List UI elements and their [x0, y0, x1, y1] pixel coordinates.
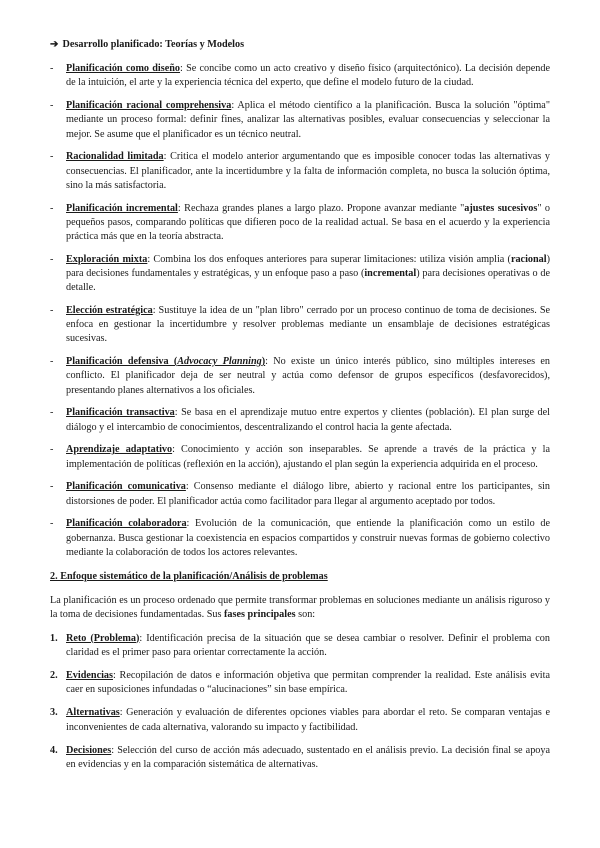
phase-number: 2. [50, 670, 58, 682]
phase-term: Evidencias [66, 670, 113, 682]
arrow-icon: ➔ [50, 39, 59, 50]
dash-bullet: - [50, 518, 54, 530]
phase-item [50, 744, 550, 772]
item-text: ) para decisiones fundamentales y estratégicas, y un enfoque paso a paso ( [66, 253, 550, 280]
item-term: Planificación racional comprehensiva [66, 100, 232, 112]
item-term: Aprendizaje adaptativo [66, 444, 173, 456]
list-item [50, 202, 550, 245]
item-text: ) para decisiones operativas o de detalle. [66, 268, 550, 294]
phase-text: : Selección del curso de acción más adecuado, sustentado en el análisis previo. La decisión final se apoya en evidencias y en la comparación sistemática de alternativas. [66, 744, 550, 771]
item-term-italic: Advocacy Planning [177, 356, 262, 368]
item-text: : Rechaza grandes planes a largo plazo. Propone avanzar mediante " [177, 202, 465, 214]
list-item [50, 480, 550, 508]
item-text: : Se concibe como un acto creativo y diseño físico (arquitectónico). La decisión depende de la intuición, el arte y la experiencia técnica del experto, que define el modelo futuro de la ciudad. [66, 63, 550, 89]
phase-text: : Generación y evaluación de diferentes opciones viables para abordar el reto. Se comparan ventajas e inconvenientes de cada alternativa, valorando su impacto y factibilidad. [66, 707, 550, 733]
dash-bullet: - [50, 202, 54, 214]
item-text: : Critica el modelo anterior argumentando que es imposible conocer todas las alternativas y consecuencias. El planificador, ante la incertidumbre y la falta de información completa, no busca la solución óptima, sino la más satisfactoria. [66, 151, 551, 191]
list-item [50, 304, 550, 347]
phase-term: Decisiones [66, 744, 112, 756]
dash-bullet: - [50, 253, 54, 265]
phase-term: Reto (Problema) [66, 632, 140, 644]
item-term-end: ) [261, 356, 266, 368]
item-text: : Consenso mediante el diálogo libre, abierto y racional entre los participantes, sin distorsiones de poder. El planificador actúa como facilitador para llegar al argumento aceptado por todos. [66, 481, 550, 507]
item-term: Planificación incremental [66, 202, 178, 214]
intro-bold-text: fases principales [224, 609, 296, 621]
item-text: : Conocimiento y acción son inseparables. Se aprende a través de la práctica y la implementación de políticas (reflexión en la acción), ajustando el plan según la experiencia adquirida en el proceso. [66, 444, 550, 470]
phase-term: Alternativas [66, 707, 120, 719]
intro-text: La planificación es un proceso ordenado que permite transformar problemas en soluciones mediante un análisis riguroso y la toma de decisiones fundamentadas. Sus [50, 595, 550, 621]
list-item [50, 62, 550, 90]
phase-item [50, 669, 550, 697]
item-text: " o pequeños pasos, comparando políticas que difieren poco de la realidad actual. Se basa en el acuerdo y la experiencia práctica más que en la teoría abstracta. [66, 202, 551, 243]
dash-bullet: - [50, 407, 54, 419]
item-term: Racionalidad limitada [66, 151, 164, 163]
phase-item [50, 706, 550, 734]
item-term: Elección estratégica [66, 305, 153, 317]
list-item [50, 150, 550, 193]
phase-text: : Recopilación de datos e información objetiva que permitan comprender la realidad. Este análisis evita caer en suposiciones infundadas o “alucinaciones” sin base empírica. [66, 670, 550, 696]
phase-number: 1. [50, 632, 58, 644]
list-item [50, 443, 550, 471]
item-bold-text: incremental [364, 268, 417, 280]
dash-bullet: - [50, 481, 54, 493]
dash-bullet: - [50, 100, 54, 112]
dash-bullet: - [50, 305, 54, 317]
item-text: : Evolución de la comunicación, que entiende la planificación como un estilo de gobernanza. Busca gestionar la coexistencia en espacios compartidos y construir nuevas formas de gobierno colectivo mediante la colaboración de todos los actores relevantes. [66, 518, 550, 558]
item-text: : Combina los dos enfoques anteriores para superar limitaciones: utiliza visión amplia ( [147, 253, 511, 265]
item-term: Planificación comunicativa [66, 481, 186, 493]
intro-paragraph [50, 594, 550, 622]
phase-number: 4. [50, 744, 58, 756]
list-item [50, 355, 550, 398]
section2-title: 2. Enfoque sistemático de la planificación/Análisis de problemas [50, 571, 328, 583]
intro-text: son: [295, 609, 316, 621]
item-text: : Se basa en el aprendizaje mutuo entre expertos y clientes (población). El plan surge del diálogo y el intercambio de conocimientos, descentralizando el control hacia la gente afectada. [66, 407, 551, 433]
item-text: : Sustituye la idea de un "plan libro" cerrado por un proceso continuo de toma de decisiones. Se enfoca en gestionar la incertidumbre y resolver problemas mediante un ensamblaje de decisiones estratégicas sucesivas. [66, 305, 551, 345]
dash-bullet: - [50, 63, 54, 75]
list-item [50, 406, 550, 434]
item-term: Planificación defensiva ( [66, 356, 178, 368]
item-text: : Aplica el método científico a la planificación. Busca la solución "óptima" mediante un proceso formal: definir fines, analizar las alternativas posibles, evaluar consecuencias y seleccionar la mejor. Se asume que el planificador es un técnico neutral. [66, 100, 550, 140]
item-term: Planificación transactiva [66, 407, 175, 419]
list-item [50, 517, 550, 560]
item-text: : No existe un único interés público, sino múltiples intereses en conflicto. El planificador deja de ser neutral y actúa como defensor de grupos específicos (desfavorecidos), presentando planes alternativos a los oficiales. [66, 356, 550, 396]
phase-text: : Identificación precisa de la situación que se desea cambiar o resolver. Definir el problema con claridad es el primer paso para orientar correctamente la acción. [66, 632, 550, 658]
dash-bullet: - [50, 444, 54, 456]
item-term: Exploración mixta [66, 253, 148, 265]
section-title: Desarrollo planificado: Teorías y Modelos [62, 39, 245, 50]
list-item [50, 253, 550, 296]
item-bold-text: racional [510, 253, 547, 265]
dash-bullet: - [50, 151, 54, 163]
dash-bullet: - [50, 356, 54, 368]
section-heading [50, 38, 550, 52]
phase-item [50, 632, 550, 660]
item-term: Planificación colaboradora [66, 518, 187, 530]
item-term: Planificación como diseño [66, 63, 181, 75]
list-item [50, 99, 550, 142]
item-bold-text: ajustes sucesivos [464, 202, 538, 214]
phase-number: 3. [50, 707, 58, 719]
